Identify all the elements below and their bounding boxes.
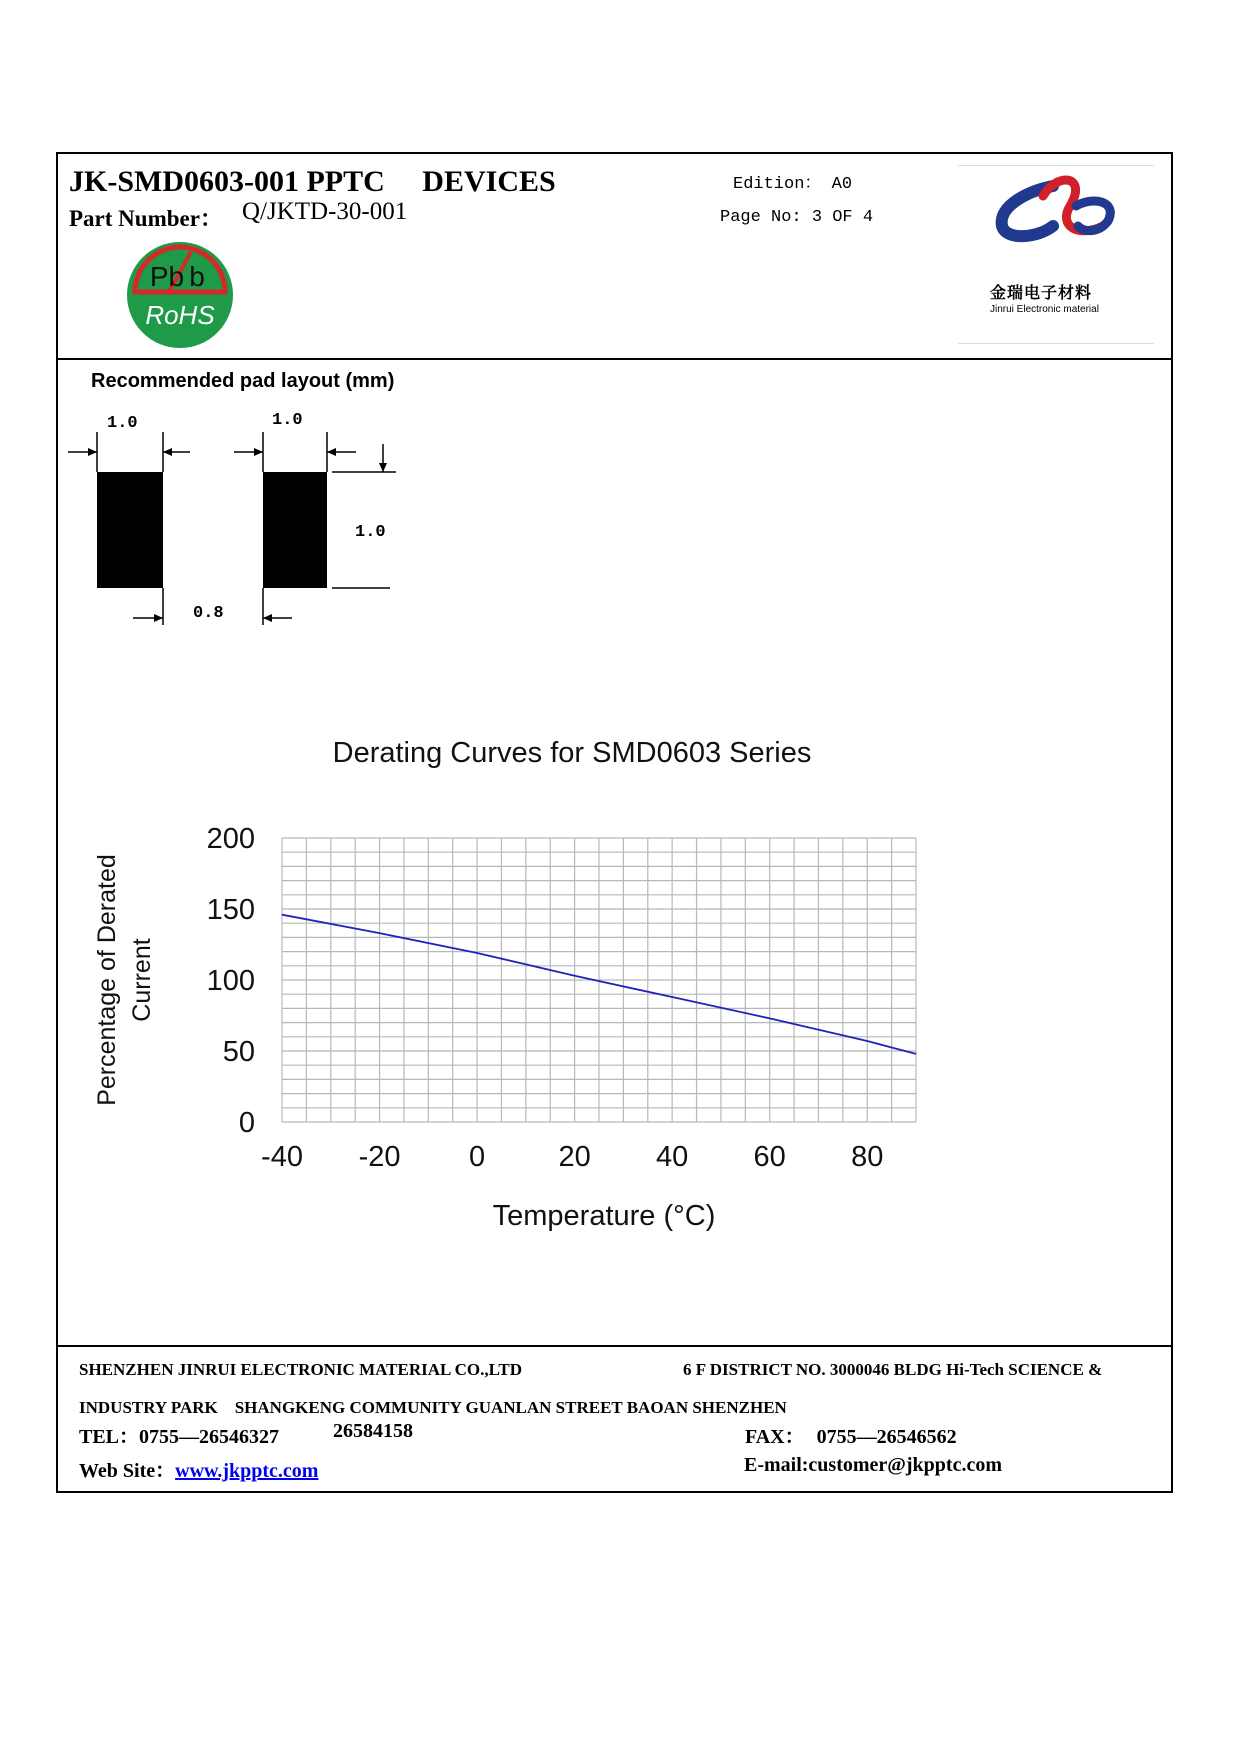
x-tick-label: -20 [358, 1141, 401, 1173]
y-axis-label-line2: Current [128, 938, 156, 1022]
email[interactable]: E-mail:customer@jkpptc.com [744, 1454, 1002, 1476]
header-divider [56, 358, 1173, 360]
footer-divider [56, 1345, 1173, 1347]
page-number: Page No: 3 OF 4 [720, 208, 874, 227]
x-tick-label: 60 [753, 1141, 786, 1173]
address-line-1: 6 F DISTRICT NO. 3000046 BLDG Hi-Tech SCIENCE & [683, 1360, 1103, 1379]
x-tick-label: 40 [656, 1141, 689, 1173]
y-tick-label: 0 [238, 1107, 255, 1139]
svg-text:b: b [189, 261, 205, 292]
website-label: Web Site： [79, 1460, 176, 1482]
right-pad [263, 472, 327, 588]
x-axis-label: Temperature (°C) [492, 1200, 716, 1232]
y-axis-label-line1: Percentage of Derated [93, 854, 121, 1106]
derating-chart [60, 720, 960, 1240]
logo-chinese-name: 金瑞电子材料 [990, 285, 1093, 302]
y-tick-label: 50 [222, 1036, 255, 1068]
fax-line [745, 1420, 957, 1449]
tel-label: TEL： [79, 1426, 140, 1448]
left-pad [97, 472, 163, 588]
address-line-2: INDUSTRY PARK SHANGKENG COMMUNITY GUANLAN STREET BAOAN SHENZHEN [79, 1398, 787, 1417]
chart-grid [282, 838, 916, 1122]
rohs-badge-bottom: RoHS [145, 300, 215, 330]
tel-line [79, 1420, 279, 1449]
jinrui-logo-icon [958, 166, 1154, 266]
x-tick-label: 80 [851, 1141, 884, 1173]
tel-number-2: 26584158 [333, 1420, 413, 1442]
logo-english-name: Jinrui Electronic material [990, 304, 1099, 315]
y-tick-label: 200 [206, 823, 255, 855]
dim-left-width: 1.0 [107, 414, 138, 433]
company-logo [958, 165, 1154, 344]
fax-label: FAX： [745, 1426, 805, 1448]
tel-number-1: 0755—26546327 [139, 1426, 280, 1448]
pad-layout-heading: Recommended pad layout (mm) [91, 370, 395, 392]
y-tick-label: 100 [206, 965, 255, 997]
edition: Edition： A0 [733, 175, 853, 194]
company-name: SHENZHEN JINRUI ELECTRONIC MATERIAL CO.,LTD [79, 1360, 523, 1379]
x-tick-label: 20 [558, 1141, 591, 1173]
fax-number: 0755—26546562 [816, 1426, 957, 1448]
dim-gap: 0.8 [193, 604, 224, 623]
part-number-value: Q/JKTD-30-001 [242, 198, 408, 225]
dim-height: 1.0 [355, 523, 386, 542]
chart-title: Derating Curves for SMD0603 Series [332, 737, 812, 769]
x-tick-label: -40 [261, 1141, 303, 1173]
dim-right-width: 1.0 [272, 411, 303, 430]
document-title: JK-SMD0603-001 PPTC DEVICES [69, 165, 556, 198]
x-tick-label: 0 [469, 1141, 486, 1173]
website-line [79, 1454, 318, 1483]
rohs-badge-top: Pb [149, 261, 185, 292]
rohs-badge-icon [125, 240, 235, 350]
y-tick-label: 150 [206, 894, 255, 926]
part-number-label: Part Number： [69, 206, 223, 231]
pad-layout-diagram [60, 400, 420, 640]
website-link[interactable]: www.jkpptc.com [175, 1460, 319, 1482]
